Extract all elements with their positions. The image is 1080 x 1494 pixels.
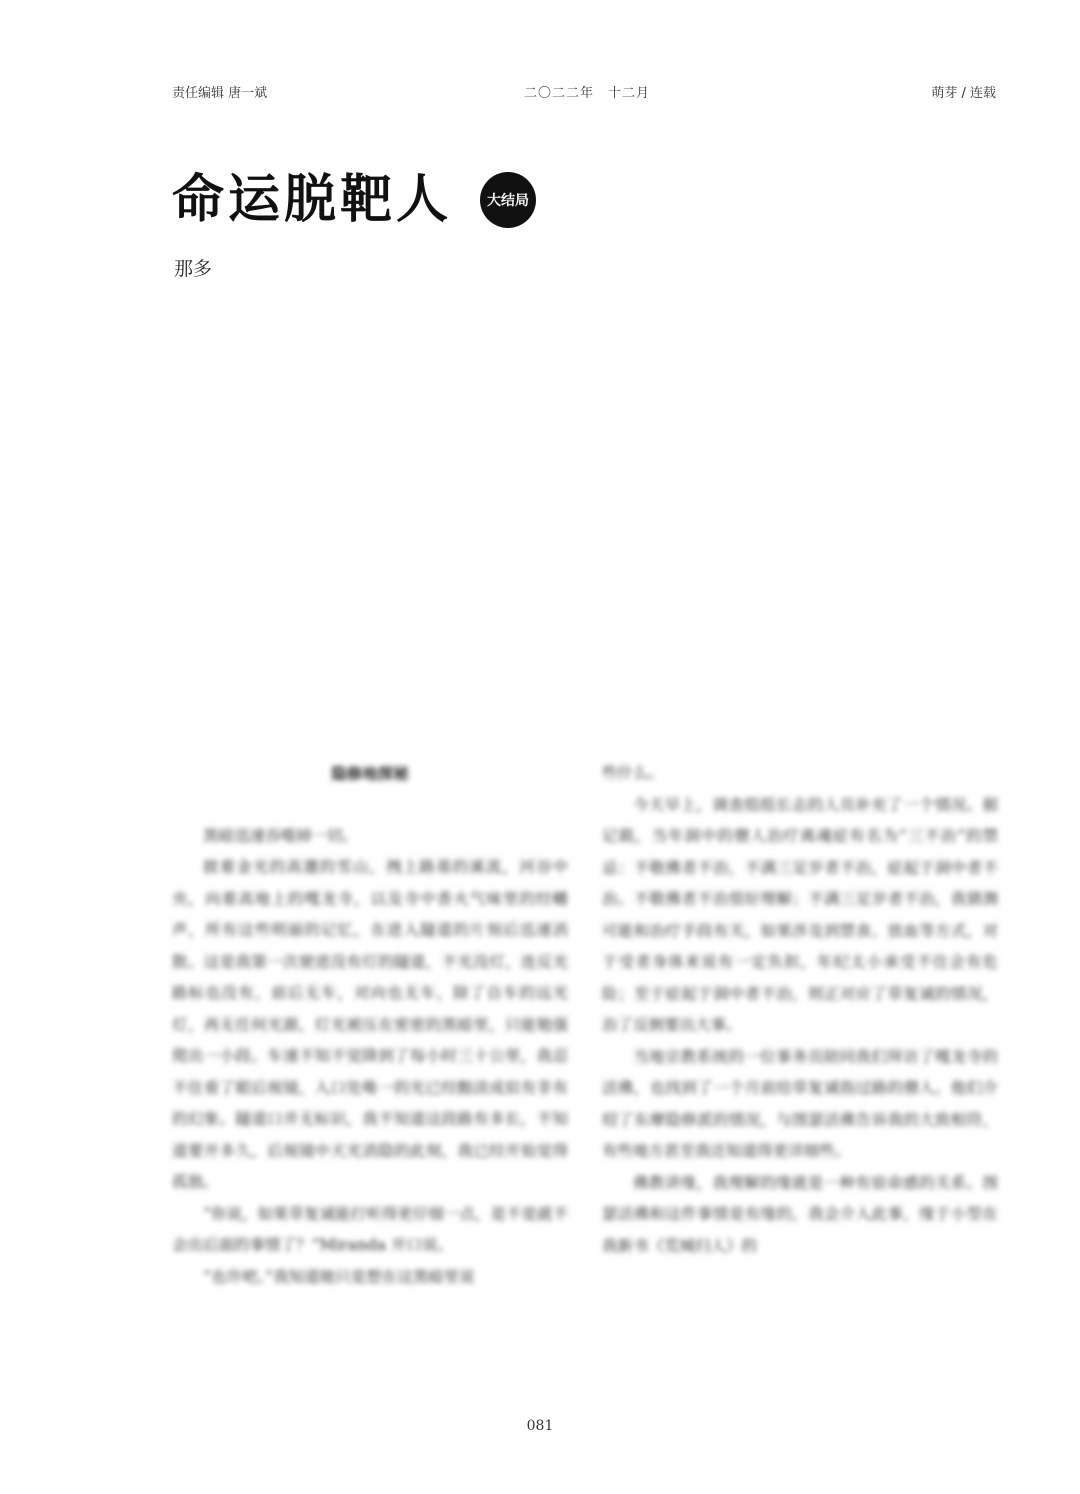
right-column — [602, 758, 998, 1262]
paragraph: “也许吧。”我知道她只是想在这黑暗里说 — [203, 1267, 475, 1286]
paragraph: 佛教讲缘，我理解的缘就是一种有宿命感的关系。图瑟活佛和这件事情是有缘的，我会介入此事，缘于小型在我新书《荒城归人》的 — [602, 1173, 998, 1255]
paragraph: 黑暗迅速吞噬掉一切。 — [203, 826, 359, 845]
paragraph: 当地宗教系统的一位事务员陪同我们拜访了嘎龙寺的活佛，也找到了一个月前给草复诚指过路的僧人。他们介绍了东摩隐修派的情况，与图瑟活佛告诉我的大致相符，有些地方甚至我还知道得更详细些。 — [602, 1047, 998, 1160]
issue-date: 二〇二二年 十二月 — [524, 86, 651, 101]
paragraph: 披着金光的高邈的雪山，拽上路基的溪流，河谷中央，向着高地上的嘎龙寺，以及寺中香火气味里的经幡声，所有这些明丽的记忆，在进入隧道的片刻后迅速消散。这是我第一次驶进没有灯的隧道，不光没灯，连反光路标也没有，前后无车，对向也无车，除了自车的远光灯，再无任何光源，灯光被压在密密的黑暗里，只能勉强爬出一小段。车速不知不觉降到了每小时三十公里，我忍不住看了眼后视镜，入口处唯一的光已经黯淡成似有非有的幻象。隧道口并无标识，我不知道这段路有多长，不知道要开多久，后视镜中天光消隐的此刻，我已经开始觉得孤独。 — [172, 858, 568, 1191]
paragraph: “你说，如果草复诚能打听得更仔细一点，是不是就不会出后面的事情了？”Miranda 开口说。 — [172, 1204, 568, 1254]
paragraph: 今天早上，调查组组长志的人员补充了一个情况。据记载，当年洞中的僧人治疗离魂症有名为“三不治”的禁忌：不敬佛者不治，不满三足岁者不治，症起于洞中者不治。不敬佛者不治很好理解；不满三足岁者不治，我猜测可能和治疗手段有关，如果涉及到禁食、放血等方式，对于受者身体来说有一定负担，年纪太小承受不住会有危险；至于症起于洞中者不治，则正对应了草复诚的情况，治了反倒要出大事。 — [602, 795, 998, 1034]
finale-badge: 大结局 — [480, 172, 536, 228]
left-column — [172, 758, 568, 1293]
paragraph: 些什么。 — [602, 764, 665, 782]
article-title: 命运脱靶人 — [172, 169, 453, 230]
page-header — [172, 82, 996, 104]
article-body — [172, 758, 998, 1378]
section-heading: 隐修地探秘 — [331, 764, 409, 783]
article-title-block — [172, 166, 772, 296]
magazine-section: 萌芽 / 连载 — [931, 86, 996, 101]
author-name: 那多 — [174, 258, 213, 280]
editor-credit: 责任编辑 唐一斌 — [172, 86, 268, 101]
page-number: 081 — [526, 1418, 554, 1434]
